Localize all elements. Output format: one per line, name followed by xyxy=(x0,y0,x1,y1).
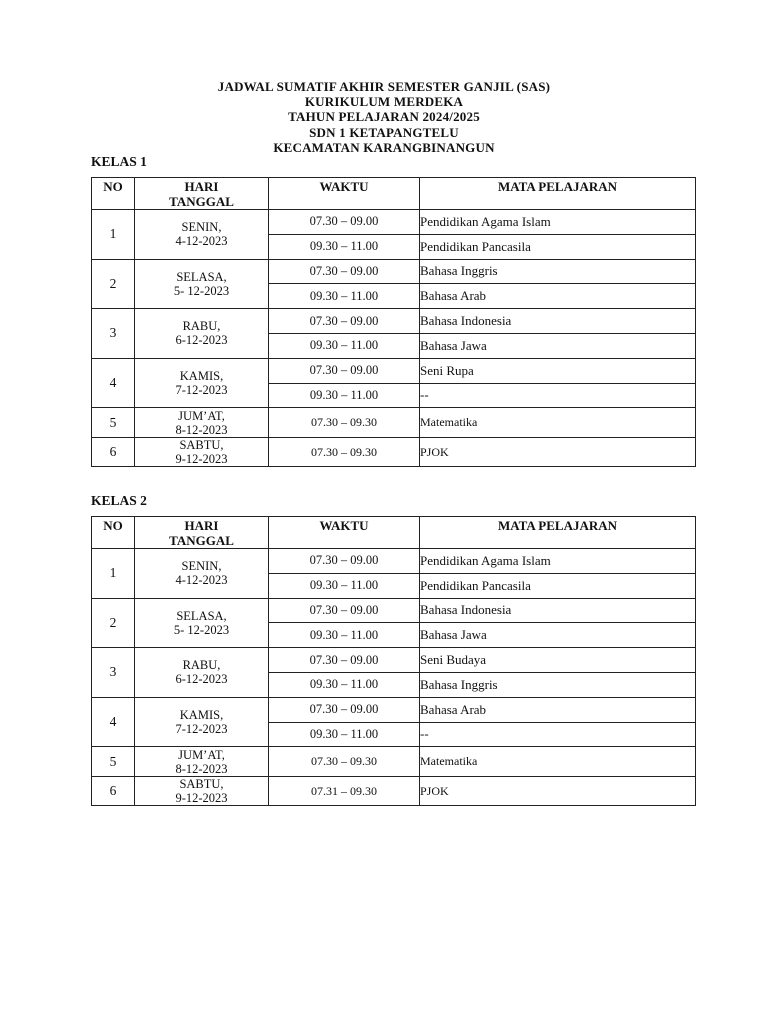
time-cell: 07.30 – 09.00 xyxy=(269,549,420,574)
time-cell: 07.30 – 09.30 xyxy=(269,408,420,438)
date: 4-12-2023 xyxy=(175,234,228,249)
date: 4-12-2023 xyxy=(175,573,228,588)
time-cell: 07.31 – 09.30 xyxy=(269,776,420,806)
row-number: 1 xyxy=(92,210,135,260)
time-cell: 09.30 – 11.00 xyxy=(269,722,420,747)
table-row xyxy=(92,747,696,777)
time-cell: 09.30 – 11.00 xyxy=(269,623,420,648)
time-cell: 09.30 – 11.00 xyxy=(269,284,420,309)
time-cell: 09.30 – 11.00 xyxy=(269,333,420,358)
row-number: 2 xyxy=(92,598,135,648)
subject-cell: Pendidikan Agama Islam xyxy=(420,549,696,574)
column-header-mata-pelajaran: MATA PELAJARAN xyxy=(420,517,696,549)
day-name: RABU, xyxy=(182,658,221,673)
row-number: 1 xyxy=(92,549,135,599)
date: 7-12-2023 xyxy=(175,722,228,737)
day-date-cell xyxy=(135,648,269,698)
time-cell: 07.30 – 09.30 xyxy=(269,437,420,467)
date: 6-12-2023 xyxy=(175,672,228,687)
column-header-mata-pelajaran: MATA PELAJARAN xyxy=(420,178,696,210)
subject-cell: -- xyxy=(420,722,696,747)
day-name: KAMIS, xyxy=(179,369,224,384)
row-number: 4 xyxy=(92,697,135,747)
column-header-waktu: WAKTU xyxy=(269,178,420,210)
day-date-cell xyxy=(135,408,269,438)
table-row xyxy=(92,549,696,574)
row-number: 5 xyxy=(92,408,135,438)
day-date-cell xyxy=(135,549,269,599)
time-cell: 07.30 – 09.00 xyxy=(269,598,420,623)
day-date-cell xyxy=(135,776,269,806)
day-name: SABTU, xyxy=(179,777,224,792)
class-2-label: KELAS 2 xyxy=(91,493,147,508)
date: 6-12-2023 xyxy=(175,333,228,348)
day-date-cell xyxy=(135,309,269,359)
subject-cell: Bahasa Jawa xyxy=(420,333,696,358)
table-row xyxy=(92,408,696,438)
subject-cell: Pendidikan Pancasila xyxy=(420,573,696,598)
date: 9-12-2023 xyxy=(175,791,228,806)
time-cell: 09.30 – 11.00 xyxy=(269,234,420,259)
subject-cell: PJOK xyxy=(420,437,696,467)
row-number: 2 xyxy=(92,259,135,309)
time-cell: 09.30 – 11.00 xyxy=(269,672,420,697)
header-tanggal: TANGGAL xyxy=(169,533,234,548)
day-date-cell xyxy=(135,697,269,747)
title-line: SDN 1 KETAPANGTELU xyxy=(309,124,459,140)
subject-cell: Bahasa Arab xyxy=(420,697,696,722)
column-header-hari-tanggal xyxy=(135,517,269,549)
time-cell: 07.30 – 09.00 xyxy=(269,210,420,235)
title-line: KECAMATAN KARANGBINANGUN xyxy=(273,139,495,155)
date: 8-12-2023 xyxy=(175,422,228,437)
header-tanggal: TANGGAL xyxy=(169,194,234,209)
table-row xyxy=(92,259,696,284)
date: 9-12-2023 xyxy=(175,452,228,467)
subject-cell: PJOK xyxy=(420,776,696,806)
title-line: JADWAL SUMATIF AKHIR SEMESTER GANJIL (SAS) xyxy=(217,79,551,94)
header-hari: HARI xyxy=(184,518,219,533)
day-date-cell xyxy=(135,598,269,648)
day-name: KAMIS, xyxy=(179,708,224,723)
subject-cell: Bahasa Arab xyxy=(420,284,696,309)
row-number: 3 xyxy=(92,309,135,359)
day-name: JUM’AT, xyxy=(178,408,225,423)
time-cell: 07.30 – 09.00 xyxy=(269,259,420,284)
class-2-schedule-table xyxy=(91,516,696,806)
date: 5- 12-2023 xyxy=(173,622,230,637)
day-name: SENIN, xyxy=(181,220,222,235)
table-row xyxy=(92,697,696,722)
title-line: KURIKULUM MERDEKA xyxy=(304,94,464,110)
time-cell: 09.30 – 11.00 xyxy=(269,573,420,598)
time-cell: 07.30 – 09.00 xyxy=(269,358,420,383)
column-header-no: NO xyxy=(92,517,135,549)
day-date-cell xyxy=(135,437,269,467)
document-title xyxy=(0,79,768,155)
subject-cell: Matematika xyxy=(420,408,696,438)
header-hari: HARI xyxy=(184,179,219,194)
date: 5- 12-2023 xyxy=(173,283,230,298)
time-cell: 07.30 – 09.00 xyxy=(269,697,420,722)
day-date-cell xyxy=(135,747,269,777)
row-number: 5 xyxy=(92,747,135,777)
subject-cell: Bahasa Inggris xyxy=(420,259,696,284)
table-row xyxy=(92,648,696,673)
day-name: RABU, xyxy=(182,319,221,334)
table-row xyxy=(92,437,696,467)
row-number: 6 xyxy=(92,776,135,806)
subject-cell: Pendidikan Agama Islam xyxy=(420,210,696,235)
subject-cell: -- xyxy=(420,383,696,408)
title-line: TAHUN PELAJARAN 2024/2025 xyxy=(288,109,480,125)
day-date-cell xyxy=(135,358,269,408)
day-name: SELASA, xyxy=(176,269,227,284)
day-date-cell xyxy=(135,259,269,309)
row-number: 6 xyxy=(92,437,135,467)
subject-cell: Bahasa Indonesia xyxy=(420,598,696,623)
table-row xyxy=(92,598,696,623)
subject-cell: Seni Budaya xyxy=(420,648,696,673)
day-name: JUM’AT, xyxy=(178,747,225,762)
subject-cell: Pendidikan Pancasila xyxy=(420,234,696,259)
day-date-cell xyxy=(135,210,269,260)
subject-cell: Bahasa Jawa xyxy=(420,623,696,648)
table-row xyxy=(92,776,696,806)
subject-cell: Bahasa Indonesia xyxy=(420,309,696,334)
table-row xyxy=(92,210,696,235)
column-header-waktu: WAKTU xyxy=(269,517,420,549)
subject-cell: Matematika xyxy=(420,747,696,777)
table-row xyxy=(92,309,696,334)
time-cell: 07.30 – 09.00 xyxy=(269,648,420,673)
date: 7-12-2023 xyxy=(175,383,228,398)
row-number: 3 xyxy=(92,648,135,698)
time-cell: 07.30 – 09.30 xyxy=(269,747,420,777)
table-row xyxy=(92,358,696,383)
column-header-no: NO xyxy=(92,178,135,210)
day-name: SENIN, xyxy=(181,559,222,574)
class-1-label: KELAS 1 xyxy=(91,154,147,169)
subject-cell: Bahasa Inggris xyxy=(420,672,696,697)
day-name: SELASA, xyxy=(176,608,227,623)
time-cell: 09.30 – 11.00 xyxy=(269,383,420,408)
class-1-schedule-table xyxy=(91,177,696,467)
day-name: SABTU, xyxy=(179,438,224,453)
date: 8-12-2023 xyxy=(175,761,228,776)
column-header-hari-tanggal xyxy=(135,178,269,210)
subject-cell: Seni Rupa xyxy=(420,358,696,383)
row-number: 4 xyxy=(92,358,135,408)
time-cell: 07.30 – 09.00 xyxy=(269,309,420,334)
